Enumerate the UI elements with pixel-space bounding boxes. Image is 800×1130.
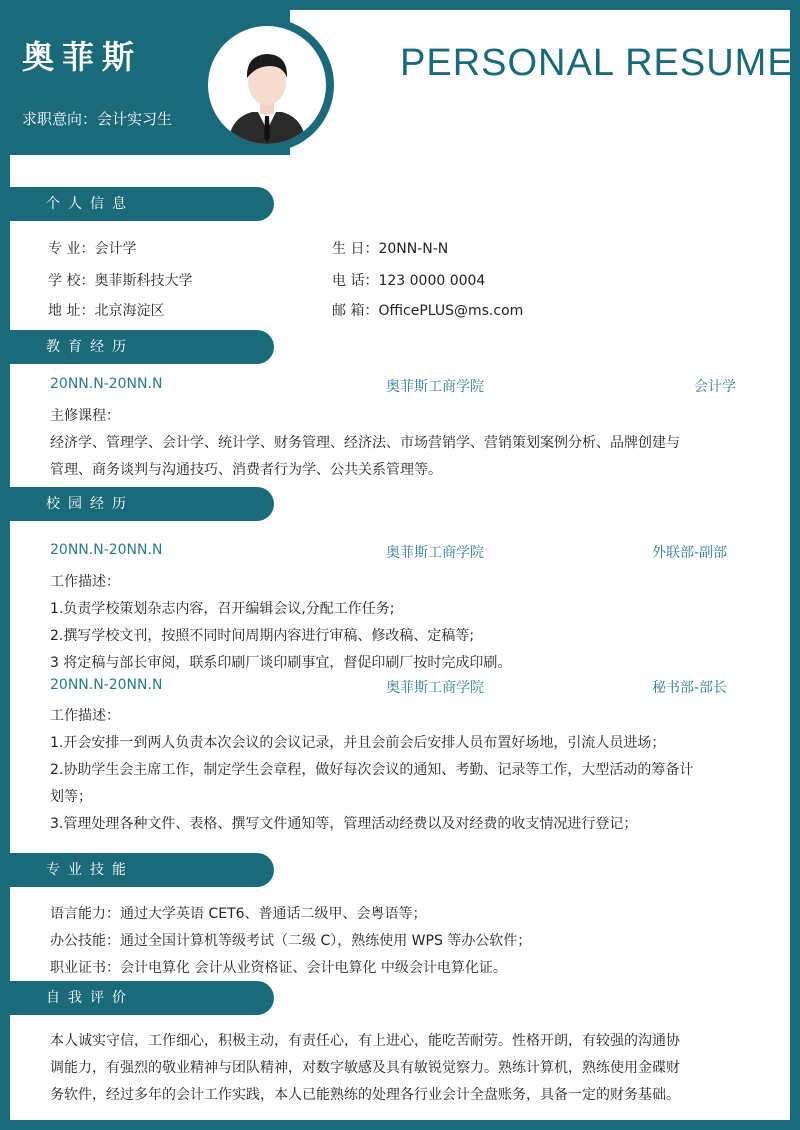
campus-2-org: 奥菲斯工商学院 bbox=[386, 680, 484, 696]
frame-left bbox=[0, 0, 10, 1130]
campus-1-role: 外联部-副部 bbox=[652, 545, 728, 561]
section-campus: 校园经历 bbox=[10, 487, 274, 521]
section-education: 教育经历 bbox=[10, 330, 274, 364]
campus-1-line-2: 2.撰写学校文刊，按照不同时间周期内容进行审稿、修改稿、定稿等; bbox=[50, 628, 475, 644]
school-row bbox=[48, 270, 192, 290]
school-value: 奥菲斯科技大学 bbox=[94, 273, 193, 289]
campus-2-role: 秘书部-部长 bbox=[652, 680, 728, 696]
address-label: 地 址： bbox=[48, 303, 95, 319]
section-self-evaluation: 自我评价 bbox=[10, 981, 274, 1015]
courses-line-1: 经济学、管理学、会计学、统计学、财务管理、经济法、市场营销学、营销策划案例分析、品牌创建与 bbox=[50, 435, 680, 451]
section-skills: 专业技能 bbox=[10, 853, 274, 887]
skill-language: 语言能力：通过大学英语 CET6、普通话二级甲、会粤语等； bbox=[50, 906, 427, 922]
photo-ring bbox=[200, 18, 334, 152]
campus-1-org: 奥菲斯工商学院 bbox=[386, 545, 484, 561]
avatar bbox=[208, 26, 326, 144]
self-eval-line-1: 本人诚实守信，工作细心，积极主动，有责任心，有上进心，能吃苦耐劳。性格开朗，有较强的沟通协 bbox=[50, 1033, 680, 1049]
campus-1-line-3: 3 将定稿与部长审阅，联系印刷厂谈印刷事宜，督促印刷厂按时完成印刷。 bbox=[50, 655, 512, 671]
major-row bbox=[48, 238, 136, 258]
address-row bbox=[48, 300, 164, 320]
address-value: 北京海淀区 bbox=[94, 303, 165, 319]
courses-line-2: 管理、商务谈判与沟通技巧、消费者行为学、公共关系管理等。 bbox=[50, 462, 442, 478]
edu-major: 会计学 bbox=[694, 379, 736, 395]
self-eval-line-2: 调能力，有强烈的敬业精神与团队精神，对数字敏感及具有敏锐觉察力。熟练计算机，熟练使用金碟财 bbox=[50, 1060, 680, 1076]
edu-date: 20NN.N-20NN.N bbox=[50, 376, 163, 392]
courses-label: 主修课程： bbox=[50, 408, 120, 424]
frame-right bbox=[790, 0, 800, 1130]
edu-school: 奥菲斯工商学院 bbox=[386, 379, 484, 395]
email-row bbox=[332, 300, 523, 320]
job-objective: 求职意向：会计实习生 bbox=[22, 110, 173, 128]
school-label: 学 校： bbox=[48, 273, 95, 289]
birth-label: 生 日： bbox=[332, 241, 379, 257]
campus-1-desc-label: 工作描述： bbox=[50, 574, 120, 590]
frame-bottom bbox=[0, 1120, 800, 1130]
campus-1-date: 20NN.N-20NN.N bbox=[50, 542, 163, 558]
birth-row bbox=[332, 238, 448, 258]
birth-value: 20NN-N-N bbox=[378, 241, 449, 257]
campus-2-date: 20NN.N-20NN.N bbox=[50, 677, 163, 693]
phone-row bbox=[332, 270, 485, 290]
self-eval-line-3: 务软件，经过多年的会计工作实践，本人已能熟练的处理各行业会计全盘账务，具备一定的财务基础。 bbox=[50, 1087, 680, 1103]
campus-2-desc-label: 工作描述： bbox=[50, 708, 120, 724]
section-personal-info: 个人信息 bbox=[10, 187, 274, 221]
resume-title: PERSONAL RESUME bbox=[400, 42, 794, 84]
skill-certificates: 职业证书：会计电算化 会计从业资格证、会计电算化 中级会计电算化证。 bbox=[50, 960, 507, 976]
campus-2-line-1: 1.开会安排一到两人负责本次会议的会议记录，并且会前会后安排人员布置好场地，引流人员进场； bbox=[50, 735, 666, 751]
email-value: OfficePLUS@ms.com bbox=[378, 303, 524, 319]
campus-2-line-4: 3.管理处理各种文件、表格、撰写文件通知等，管理活动经费以及对经费的收支情况进行登记； bbox=[50, 816, 638, 832]
major-value: 会计学 bbox=[94, 241, 137, 257]
phone-label: 电 话： bbox=[332, 273, 379, 289]
avatar-icon bbox=[208, 26, 326, 144]
email-label: 邮 箱： bbox=[332, 303, 379, 319]
phone-value: 123 0000 0004 bbox=[378, 273, 486, 289]
skill-office: 办公技能：通过全国计算机等级考试（二级 C），熟练使用 WPS 等办公软件； bbox=[50, 933, 532, 949]
candidate-name: 奥菲斯 bbox=[22, 38, 143, 76]
campus-1-line-1: 1.负责学校策划杂志内容，召开编辑会议,分配工作任务; bbox=[50, 601, 395, 617]
campus-2-line-2: 2.协助学生会主席工作，制定学生会章程，做好每次会议的通知、考勤、记录等工作，大型活动的筹备计 bbox=[50, 762, 694, 778]
campus-2-line-3: 划等； bbox=[50, 789, 92, 805]
major-label: 专 业： bbox=[48, 241, 95, 257]
